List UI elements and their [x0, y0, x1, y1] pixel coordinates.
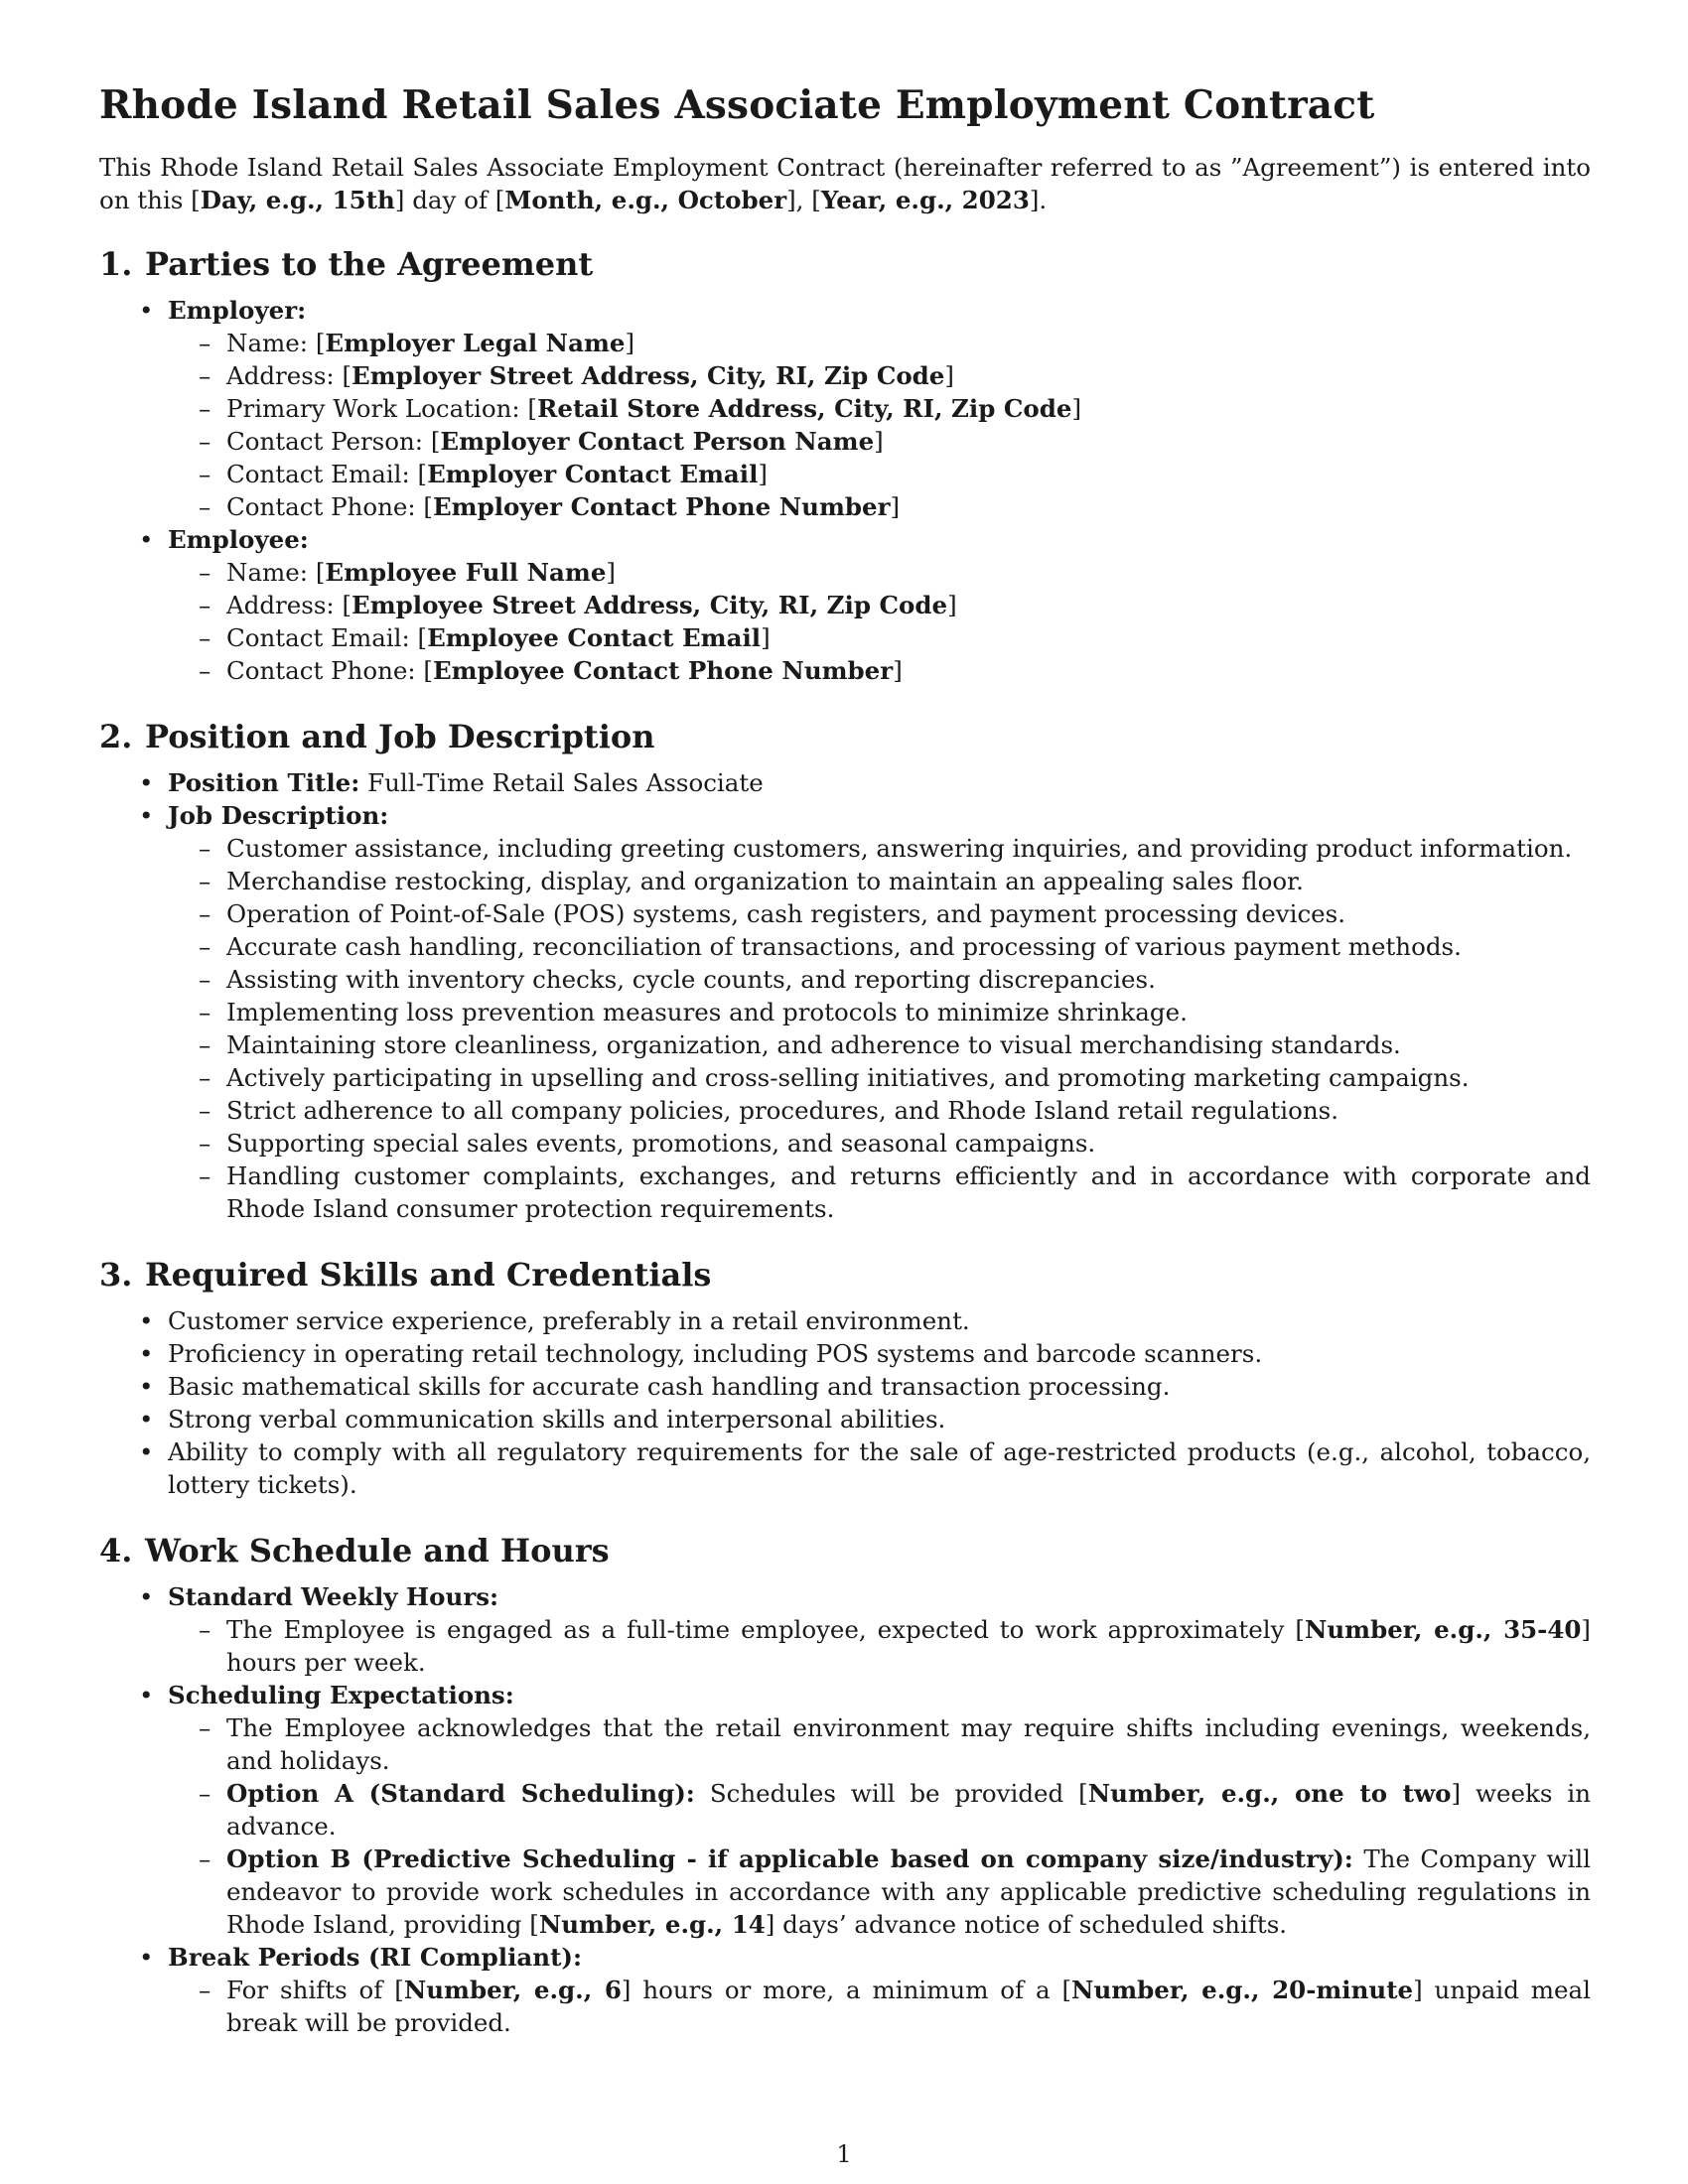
option-a: – Option A (Standard Scheduling): Schedules will be provided [Number, e.g., one to two] weeks in advance. — [199, 1779, 1591, 1841]
duty-item: – Accurate cash handling, reconciliation of transactions, and processing of various payment methods. — [199, 932, 1462, 961]
skill-item: • Strong verbal communication skills and interpersonal abilities. — [139, 1405, 946, 1433]
section-heading: 2. Position and Job Description — [99, 718, 655, 755]
year-placeholder: Year, e.g., 2023 — [820, 186, 1030, 214]
intro-paragraph: This Rhode Island Retail Sales Associate Employment Contract (hereinafter referred to as ”Agreement”) is entered into on this [Day, e.g., 15th] day of [Month, e.g., October], [Year, e.g., 2023]. — [99, 153, 1591, 214]
employer-field: – Name: [Employer Legal Name] — [199, 329, 635, 357]
month-placeholder: Month, e.g., October — [504, 186, 787, 214]
duty-item: – Customer assistance, including greeting customers, answering inquiries, and providing product information. — [199, 834, 1573, 863]
employee-field: – Contact Email: [Employee Contact Email] — [199, 623, 771, 652]
employer-field: – Contact Email: [Employer Contact Email] — [199, 460, 768, 488]
duty-item: – Strict adherence to all company policies, procedures, and Rhode Island retail regulations. — [199, 1096, 1339, 1125]
option-b: – Option B (Predictive Scheduling - if applicable based on company size/industry): The Company will endeavor to provide work schedules in accordance with any applicable predictive scheduling regulations in Rhode Island, providing [Number, e.g., 14] days’ advance notice of scheduled shifts. — [199, 1844, 1591, 1939]
job-description: • Job Description: – Customer assistance, including greeting customers, answering inquiries, and providing product information. – Merchandise restocking, display, and organization to maintain an appealing sales floor. – Operation of Point-of-Sale (POS) systems, cash registers, and payment processing devices. – Accurate cash handling, reconciliation of transactions, and processing of various payment methods. – Assisting with inventory checks, cycle counts, and reporting discrepancies. – Implementing loss prevention measures and protocols to minimize shrinkage. – Maintaining store cleanliness, organization, and adherence to visual merchandising standards. – Actively participating in upselling and cross-selling initiatives, and promoting marketing campaigns. – Strict adherence to all company policies, procedures, and Rhode Island retail regulations. – Supporting special sales events, promotions, and seasonal campaigns. – Handling customer complaints, exchanges, and returns efficiently and in accordance with corporate and Rhode Island consumer protection requirements. — [139, 801, 1591, 1223]
employee-field: – Address: [Employee Street Address, City, RI, Zip Code] — [199, 591, 957, 619]
employer-field: – Contact Phone: [Employer Contact Phone Number] — [199, 492, 901, 521]
duty-item: – Handling customer complaints, exchanges, and returns efficiently and in accordance with corporate and Rhode Island consumer protection requirements. — [199, 1161, 1591, 1223]
scheduling-expectations: • Scheduling Expectations: – The Employee acknowledges that the retail environment may require shifts including evenings, weekends, and holidays. – Option A (Standard Scheduling): Schedules will be provided [Number, e.g., one to two] weeks in advance. – Option B (Predictive Scheduling - if applicable based on company size/industry): The Company will endeavor to provide work schedules in accordance with any applicable predictive scheduling regulations in Rhode Island, providing [Number, e.g., 14] days’ advance notice of scheduled shifts. — [139, 1681, 1591, 1939]
break-detail: – For shifts of [Number, e.g., 6] hours or more, a minimum of a [Number, e.g., 20-minute] unpaid meal break will be provided. — [199, 1976, 1591, 2037]
duty-item: – Supporting special sales events, promotions, and seasonal campaigns. — [199, 1129, 1096, 1158]
section-schedule — [99, 1531, 1591, 2039]
skill-item: • Customer service experience, preferably in a retail environment. — [139, 1306, 970, 1335]
skill-item: • Basic mathematical skills for accurate cash handling and transaction processing. — [139, 1372, 1171, 1401]
duty-item: – Assisting with inventory checks, cycle counts, and reporting discrepancies. — [199, 965, 1156, 994]
duty-item: – Operation of Point-of-Sale (POS) systems, cash registers, and payment processing devices. — [199, 899, 1346, 928]
section-skills — [99, 1255, 1591, 1501]
duty-item: – Implementing loss prevention measures and protocols to minimize shrinkage. — [199, 998, 1188, 1026]
section-heading: 1. Parties to the Agreement — [99, 245, 594, 283]
day-placeholder: Day, e.g., 15th — [200, 186, 395, 214]
document-page — [99, 81, 1591, 2069]
employer-field: – Contact Person: [Employer Contact Person Name] — [199, 427, 884, 456]
section-position — [99, 717, 1591, 1225]
employee-field: – Name: [Employee Full Name] — [199, 558, 616, 587]
employer-field: – Address: [Employer Street Address, City, RI, Zip Code] — [199, 361, 954, 390]
skill-item: • Proficiency in operating retail technology, including POS systems and barcode scanners. — [139, 1339, 1263, 1368]
scheduling-ack: – The Employee acknowledges that the retail environment may require shifts including evenings, weekends, and holidays. — [199, 1713, 1591, 1775]
weekly-hours: • Standard Weekly Hours: – The Employee is engaged as a full-time employee, expected to work approximately [Number, e.g., 35-40] hours per week. — [139, 1582, 1591, 1677]
break-periods: • Break Periods (RI Compliant): – For shifts of [Number, e.g., 6] hours or more, a minimum of a [Number, e.g., 20-minute] unpaid meal break will be provided. — [139, 1943, 1591, 2037]
section-parties — [99, 244, 1591, 687]
duty-item: – Merchandise restocking, display, and organization to maintain an appealing sales floor. — [199, 867, 1304, 895]
duty-item: – Actively participating in upselling and cross-selling initiatives, and promoting marketing campaigns. — [199, 1063, 1470, 1092]
document-title: Rhode Island Retail Sales Associate Employment Contract — [99, 82, 1375, 128]
skill-item: • Ability to comply with all regulatory requirements for the sale of age-restricted products (e.g., alcohol, tobacco, lottery tickets). — [139, 1437, 1591, 1499]
weekly-hours-detail: – The Employee is engaged as a full-time employee, expected to work approximately [Number, e.g., 35-40] hours per week. — [199, 1615, 1591, 1677]
employer-field: – Primary Work Location: [Retail Store Address, City, RI, Zip Code] — [199, 394, 1082, 423]
employee-field: – Contact Phone: [Employee Contact Phone Number] — [199, 656, 903, 685]
employee-group: • Employee: – Name: [Employee Full Name] – Address: [Employee Street Address, City, RI, Zip Code] – Contact Email: [Employee Contact Email] – Contact Phone: [Employee Contact Phone Number] — [99, 523, 1591, 687]
section-heading: 4. Work Schedule and Hours — [99, 1532, 610, 1570]
page-number: 1 — [836, 2140, 852, 2168]
duty-item: – Maintaining store cleanliness, organization, and adherence to visual merchandising standards. — [199, 1030, 1401, 1059]
section-heading: 3. Required Skills and Credentials — [99, 1256, 712, 1294]
position-title: • Position Title: Full-Time Retail Sales Associate — [139, 768, 764, 797]
employer-group: • Employer: – Name: [Employer Legal Name] – Address: [Employer Street Address, City, RI, Zip Code] – Primary Work Location: [Retail Store Address, City, RI, Zip Code] – Contact Person: [Employer Contact Person Name] – Contact Email: [Employer Contact Email] – Contact Phone: [Employer Contact Phone Number] — [99, 294, 1591, 523]
